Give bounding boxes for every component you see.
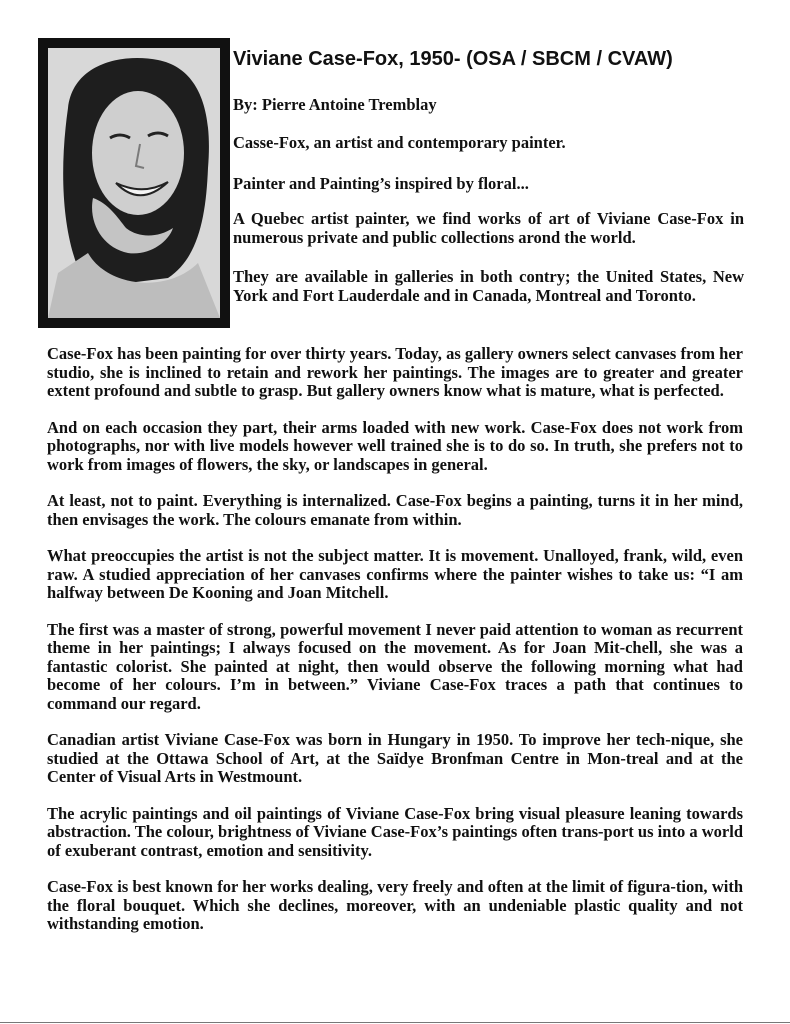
- author-byline: By: Pierre Antoine Tremblay: [233, 95, 437, 114]
- body-paragraph: Canadian artist Viviane Case-Fox was born in Hungary in 1950. To improve her tech-nique, she studied at the Ottawa School of Art, at the Saïdye Bronfman Centre in Mon-treal and at the Center of Visual Arts in Westmount.: [47, 730, 743, 786]
- intro-paragraph: A Quebec artist painter, we find works of art of Viviane Case-Fox in numerous private and public collections arond the world.: [233, 209, 744, 247]
- page-title: Viviane Case-Fox, 1950- (OSA / SBCM / CVAW): [233, 48, 673, 70]
- artist-portrait-photo: [48, 48, 220, 318]
- intro-line: Painter and Painting’s inspired by floral...: [233, 174, 529, 193]
- body-paragraph: The acrylic paintings and oil paintings of Viviane Case-Fox bring visual pleasure leaning towards abstraction. The colour, brightness of Viviane Case-Fox’s paintings often trans-port us into a world of exuberant contrast, emotion and sensitivity.: [47, 803, 743, 860]
- body-paragraph: And on each occasion they part, their arms loaded with new work. Case-Fox does not work from photographs, nor with live models however well trained she is to do so. In truth, she prefers not to work from images of flowers, the sky, or landscapes in general.: [47, 417, 743, 474]
- artist-portrait-frame: [38, 38, 230, 328]
- body-paragraph: At least, not to paint. Everything is internalized. Case-Fox begins a painting, turns it in her mind, then envisages the work. The colours emanate from within.: [47, 491, 743, 529]
- body-paragraph: The first was a master of strong, powerful movement I never paid attention to woman as recurrent theme in her paintings; I always focused on the movement. As for Joan Mit-chell, she was a fantastic colorist. She painted at night, then would observe the following morning what had become of her colours. I’m in between.” Viviane Case-Fox traces a path that continues to command our regard.: [47, 619, 743, 713]
- body-paragraph: Case-Fox has been painting for over thirty years. Today, as gallery owners select canvases from her studio, she is inclined to retain and rework her paintings. The images are to greater and greater extent profound and subtle to grasp. But gallery owners know what is mature, what is perfected.: [47, 344, 743, 400]
- portrait-illustration: [48, 48, 220, 318]
- intro-line: Casse-Fox, an artist and contemporary painter.: [233, 133, 566, 152]
- body-paragraph: Case-Fox is best known for her works dealing, very freely and often at the limit of figura-tion, with the floral bouquet. Which she declines, moreover, with an undeniable plastic quality and not withstanding emotion.: [47, 877, 743, 933]
- intro-paragraph: They are available in galleries in both contry; the United States, New York and Fort Lauderdale and in Canada, Montreal and Toronto.: [233, 267, 744, 305]
- article-body: [47, 345, 743, 952]
- body-paragraph: What preoccupies the artist is not the subject matter. It is movement. Unalloyed, frank, wild, even raw. A studied appreciation of her canvases confirms where the painter wishes to take us: “I am halfway between De Kooning and Joan Mitchell.: [47, 546, 743, 602]
- page-bottom-rule: [0, 1022, 790, 1023]
